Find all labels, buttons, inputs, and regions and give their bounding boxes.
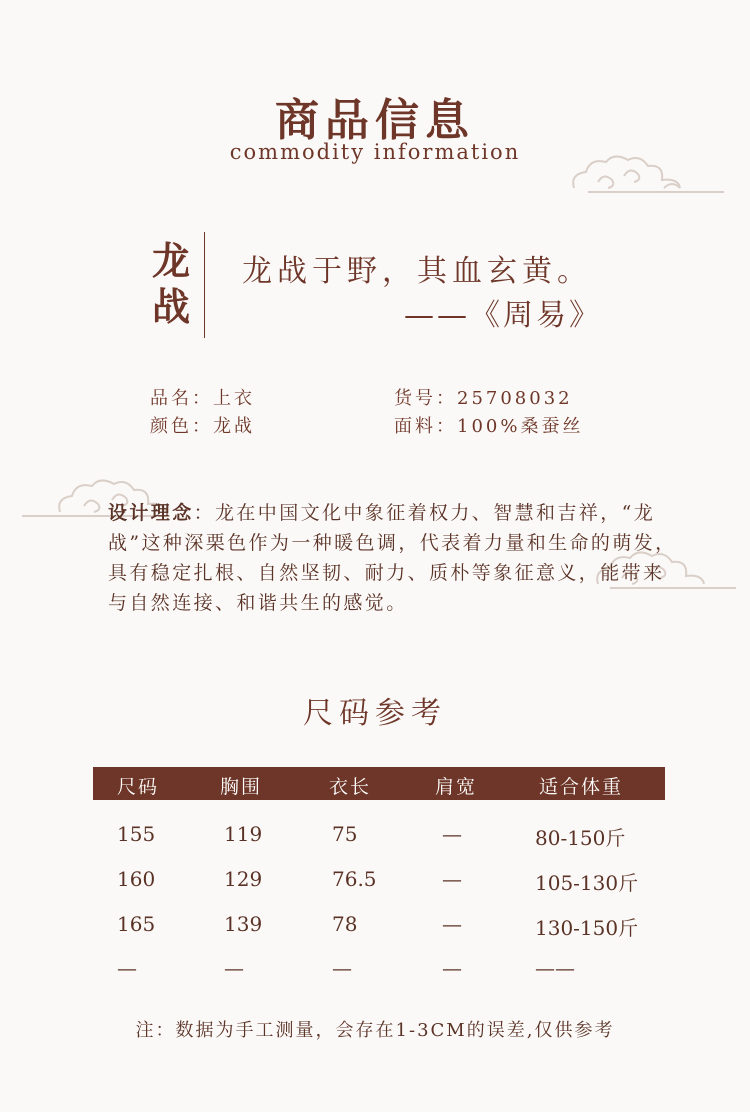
table-cell: — — [442, 867, 462, 891]
table-cell: 76.5 — [332, 867, 377, 891]
divider — [204, 232, 205, 338]
table-cell: — — [117, 956, 137, 980]
measurement-note: 注：数据为手工测量，会存在1-3CM的误差,仅供参考 — [135, 1020, 615, 1041]
table-cell: 105-130斤 — [535, 871, 639, 895]
table-cell: 155 — [117, 822, 156, 846]
table-cell: 78 — [332, 912, 358, 936]
spec-name: 品名：上衣 — [150, 388, 255, 409]
table-cell: — — [442, 912, 462, 936]
design-text: ：龙在中国文化中象征着权力、智慧和吉祥，“龙战”这种深栗色作为一种暖色调，代表着力量和生命的萌发，具有稳定扎根、自然坚韧、耐力、质朴等象征意义，能带来与自然连接、和谐共生的感觉。 — [108, 502, 677, 614]
table-header-cell: 胸围 — [220, 776, 263, 798]
quote-source: ——《周易》 — [404, 298, 602, 333]
table-cell: — — [332, 956, 352, 980]
table-cell: 75 — [332, 822, 358, 846]
design-concept — [108, 498, 678, 618]
size-table-header — [93, 767, 665, 800]
table-header-cell: 适合体重 — [539, 776, 624, 798]
table-cell: 139 — [224, 912, 263, 936]
vertical-char: 战 — [151, 284, 190, 329]
table-cell: 160 — [117, 867, 156, 891]
spec-color: 颜色：龙战 — [150, 416, 255, 437]
table-cell: 119 — [224, 822, 263, 846]
table-cell: 80-150斤 — [535, 826, 626, 850]
table-cell: 130-150斤 — [535, 916, 639, 940]
page-title: 商品信息 — [275, 95, 475, 146]
table-header-cell: 衣长 — [329, 776, 372, 798]
cloud-icon — [568, 150, 728, 200]
design-label: 设计理念 — [108, 502, 194, 524]
table-cell: — — [442, 822, 462, 846]
table-header-cell: 尺码 — [117, 776, 160, 798]
spec-sku: 货号：25708032 — [394, 388, 573, 409]
vertical-char: 龙 — [151, 238, 190, 283]
vertical-title — [148, 238, 194, 330]
quote-line: 龙战于野，其血玄黄。 — [242, 254, 592, 289]
table-header-cell: 肩宽 — [435, 776, 478, 798]
table-cell: — — [442, 956, 462, 980]
spec-fabric: 面料：100%桑蚕丝 — [394, 416, 584, 437]
table-cell: —— — [535, 956, 575, 980]
size-table-title: 尺码参考 — [303, 696, 447, 731]
table-cell: 129 — [224, 867, 263, 891]
table-cell: 165 — [117, 912, 156, 936]
table-cell: — — [224, 956, 244, 980]
page-subtitle: commodity information — [229, 140, 521, 164]
